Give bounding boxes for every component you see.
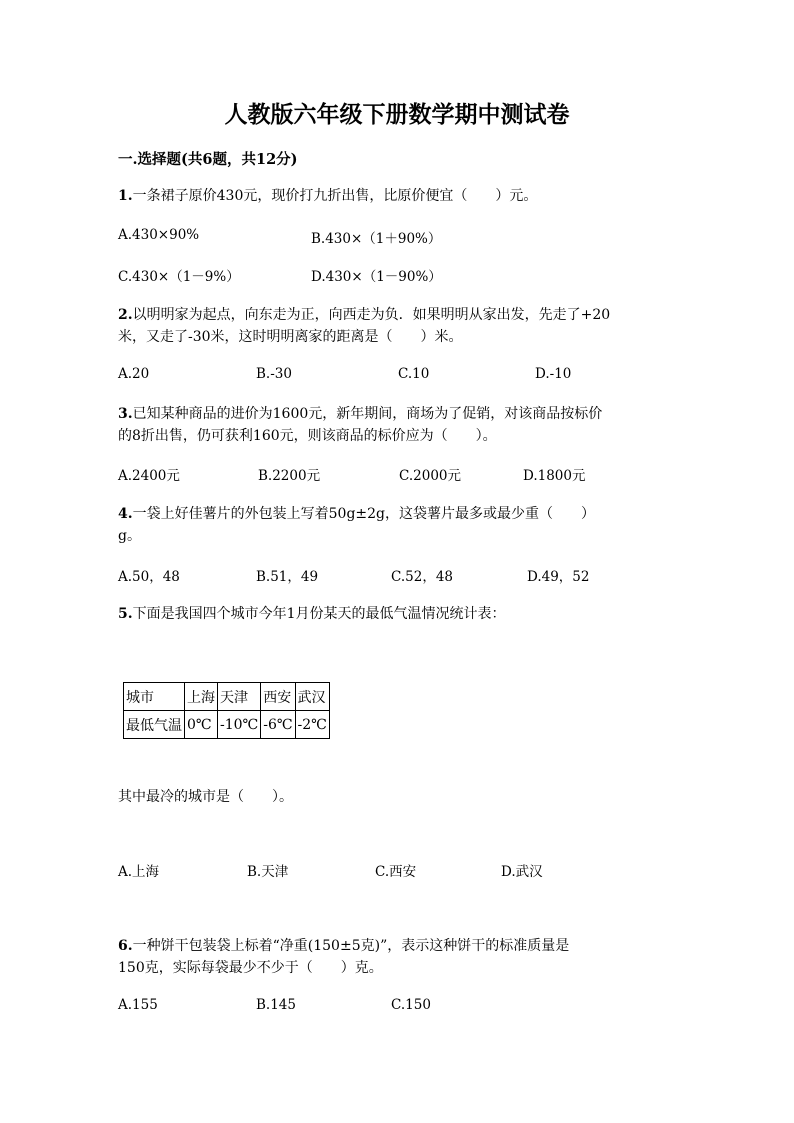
table-cell: 上海 bbox=[185, 683, 218, 711]
temperature-table bbox=[123, 682, 330, 739]
option-b: B.430×（1＋90%） bbox=[311, 231, 442, 247]
question-text-line2: 的8折出售，仍可获利160元，则该商品的标价应为（ ）。 bbox=[118, 428, 497, 444]
option-d: D.-10 bbox=[535, 366, 572, 382]
option-d: D.49，52 bbox=[527, 569, 590, 585]
table-cell: 0℃ bbox=[185, 711, 218, 739]
option-c: C.西安 bbox=[375, 864, 417, 880]
question-5-followup: 其中最冷的城市是（ ）。 bbox=[118, 789, 293, 805]
option-c: C.2000元 bbox=[399, 468, 461, 484]
question-text-line1: 一种饼干包装袋上标着“净重(150±5克)”，表示这种饼干的标准质量是 bbox=[132, 938, 570, 954]
question-6-options bbox=[118, 997, 678, 1019]
option-b: B.天津 bbox=[247, 864, 289, 880]
question-2 bbox=[118, 304, 678, 348]
question-4-options bbox=[118, 565, 678, 587]
option-d: D.1800元 bbox=[523, 468, 586, 484]
question-number: 6. bbox=[118, 938, 133, 954]
question-text: 下面是我国四个城市今年1月份某天的最低气温情况统计表： bbox=[132, 606, 506, 622]
table-cell: 城市 bbox=[124, 683, 185, 711]
option-d: D.430×（1－90%） bbox=[311, 269, 442, 285]
question-1 bbox=[118, 185, 678, 207]
table-header-row bbox=[124, 683, 330, 711]
question-5-options bbox=[118, 860, 678, 882]
table-row bbox=[124, 711, 330, 739]
table-cell: -6℃ bbox=[261, 711, 295, 739]
question-3 bbox=[118, 403, 678, 447]
question-number: 5. bbox=[118, 606, 133, 622]
option-a: A.20 bbox=[118, 366, 150, 382]
table-cell: -2℃ bbox=[295, 711, 329, 739]
option-a: A.430×90% bbox=[118, 227, 200, 243]
question-1-options-row2 bbox=[118, 265, 678, 287]
option-c: C.52，48 bbox=[391, 569, 453, 585]
table-cell: 最低气温 bbox=[124, 711, 185, 739]
question-6 bbox=[118, 935, 678, 979]
option-b: B.145 bbox=[256, 997, 296, 1013]
question-number: 1. bbox=[118, 188, 133, 204]
question-5 bbox=[118, 603, 678, 625]
option-c: C.150 bbox=[391, 997, 431, 1013]
option-a: A.上海 bbox=[118, 864, 160, 880]
question-text-line1: 以明明家为起点，向东走为正，向西走为负．如果明明从家出发，先走了+20 bbox=[132, 307, 611, 323]
option-a: A.2400元 bbox=[118, 468, 180, 484]
question-1-options bbox=[118, 227, 678, 249]
option-c: C.10 bbox=[398, 366, 430, 382]
page-title: 人教版六年级下册数学期中测试卷 bbox=[224, 101, 570, 128]
question-text: 一条裙子原价430元，现价打九折出售，比原价便宜（ ）元。 bbox=[132, 188, 538, 204]
question-number: 4. bbox=[118, 506, 133, 522]
section-heading: 一.选择题(共6题，共12分) bbox=[118, 151, 298, 168]
table-cell: 西安 bbox=[261, 683, 295, 711]
option-a: A.50，48 bbox=[118, 569, 180, 585]
table-cell: 天津 bbox=[218, 683, 261, 711]
option-b: B.-30 bbox=[256, 366, 292, 382]
table-cell: -10℃ bbox=[218, 711, 261, 739]
question-2-options bbox=[118, 366, 678, 388]
question-number: 3. bbox=[118, 406, 133, 422]
table-cell: 武汉 bbox=[295, 683, 329, 711]
question-text-line2: 米，又走了-30米，这时明明离家的距离是（ ）米。 bbox=[118, 329, 463, 345]
question-text-line2: 150克，实际每袋最少不少于（ ）克。 bbox=[118, 960, 383, 976]
option-b: B.51，49 bbox=[256, 569, 319, 585]
question-3-options bbox=[118, 464, 678, 486]
option-d: D.武汉 bbox=[501, 864, 543, 880]
option-c: C.430×（1－9%） bbox=[118, 269, 240, 285]
question-number: 2. bbox=[118, 307, 133, 323]
question-4 bbox=[118, 503, 678, 547]
option-a: A.155 bbox=[118, 997, 158, 1013]
question-text-line1: 一袋上好佳薯片的外包装上写着50g±2g，这袋薯片最多或最少重（ ） bbox=[132, 506, 595, 522]
option-b: B.2200元 bbox=[258, 468, 321, 484]
question-text-line1: 已知某种商品的进价为1600元，新年期间，商场为了促销，对该商品按标价 bbox=[132, 406, 603, 422]
question-text-line2: g。 bbox=[118, 528, 141, 544]
